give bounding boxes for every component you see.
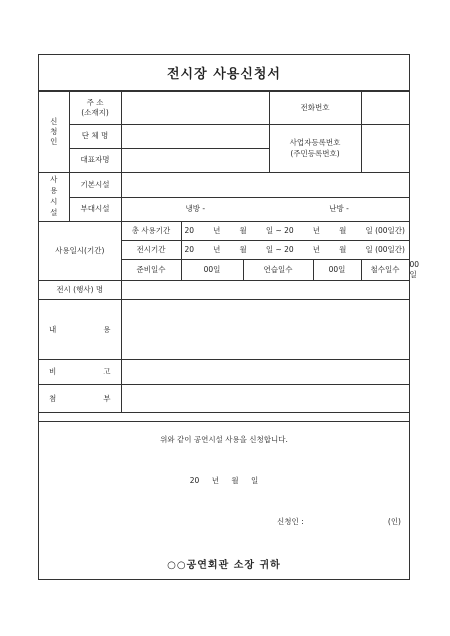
exhibit-day-range: 일 ~ 20	[265, 244, 294, 254]
exhibit-end-year-unit: 년	[312, 244, 321, 254]
exhibit-year-unit: 년	[213, 244, 221, 254]
total-end-day: 일 (00일간)	[365, 225, 405, 235]
bizno-label: 사업자등록번호 (주민등록번호)	[269, 125, 361, 173]
remarks-label	[39, 360, 121, 385]
exhibit-year-prefix: 20	[184, 244, 195, 254]
declaration-date[interactable]: 20 년 월 일	[189, 476, 259, 485]
address-label: 주 소 (소재지)	[69, 92, 121, 125]
total-end-year-unit: 년	[312, 225, 321, 235]
address-field[interactable]	[121, 92, 269, 125]
exhibit-month-unit: 월	[239, 244, 247, 254]
phone-label: 전화번호	[269, 92, 361, 125]
form-title: 전시장 사용신청서	[39, 55, 409, 91]
declaration-text: 위와 같이 공연시설 사용을 신청합니다.	[160, 435, 288, 444]
total-month-unit: 월	[239, 225, 247, 235]
attachment-field[interactable]	[121, 385, 409, 413]
attachment-label	[39, 385, 121, 413]
declaration-section	[39, 421, 409, 579]
basic-facility-label: 기본시설	[69, 173, 121, 198]
total-year-unit: 년	[213, 225, 221, 235]
extra-facility-label: 부대시설	[69, 198, 121, 222]
seal-mark: (인)	[387, 517, 401, 526]
remarks-label-2: 고	[103, 367, 111, 377]
prep-days-label: 준비일수	[121, 260, 181, 281]
org-name-label: 단 체 명	[69, 125, 121, 149]
org-name-field[interactable]	[121, 125, 269, 149]
remarks-field[interactable]	[121, 360, 409, 385]
heating-field[interactable]: 난방 -	[269, 198, 409, 222]
form-table: 신 청 인 주 소 (소재지) 전화번호 단 체 명 사업자등록번호 (주민등록번호) 대표자명 사 용 시 설 기본시설 부대시설 냉방 - 난방 - 사용일시(기간) 총 사용기간 20 년 월 일 ~ 20 년 월 일 (00일간) 전시기간 20 년 월 일 ~ 20 년 월 일 (00일간) 준비일수 00일 연습일수 00일 철수일수 00일 전시 (행사) 명 내 용 비 고 첨 부	[39, 91, 409, 413]
applicant-section-label: 신 청 인	[39, 92, 69, 173]
content-field[interactable]	[121, 300, 409, 360]
rehearsal-days-field[interactable]: 00일	[313, 260, 361, 281]
total-period-label: 총 사용기간	[121, 222, 181, 241]
exhibit-period-label: 전시기간	[121, 241, 181, 260]
total-day-range: 일 ~ 20	[265, 225, 294, 235]
addressee: ○○공연회관 소장 귀하	[167, 560, 281, 571]
exhibit-end-day: 일 (00일간)	[365, 244, 405, 254]
total-year-prefix: 20	[184, 225, 195, 235]
facility-section-label: 사 용 시 설	[39, 173, 69, 222]
attachment-label-1: 첨	[49, 393, 57, 403]
rehearsal-days-label: 연습일수	[243, 260, 313, 281]
rep-name-label: 대표자명	[69, 149, 121, 173]
phone-field[interactable]	[361, 92, 409, 125]
event-name-label: 전시 (행사) 명	[39, 281, 121, 300]
remarks-label-1: 비	[49, 367, 57, 377]
bizno-field[interactable]	[361, 125, 409, 173]
exhibit-period-field[interactable]	[181, 241, 409, 260]
cooling-field[interactable]: 냉방 -	[121, 198, 269, 222]
prep-days-field[interactable]: 00일	[181, 260, 243, 281]
content-label-2: 용	[103, 324, 111, 334]
total-period-field[interactable]	[181, 222, 409, 241]
withdraw-days-label: 철수일수	[361, 260, 409, 281]
rep-name-field[interactable]	[121, 149, 269, 173]
content-label-1: 내	[49, 324, 57, 334]
basic-facility-field[interactable]	[121, 173, 409, 198]
attachment-label-2: 부	[103, 393, 111, 403]
exhibit-end-month-unit: 월	[339, 244, 347, 254]
schedule-label: 사용일시(기간)	[39, 222, 121, 281]
event-name-field[interactable]	[121, 281, 409, 300]
applicant-signature-label[interactable]: 신청인 :	[277, 517, 304, 526]
content-label	[39, 300, 121, 360]
application-form	[38, 54, 420, 580]
total-end-month-unit: 월	[339, 225, 347, 235]
